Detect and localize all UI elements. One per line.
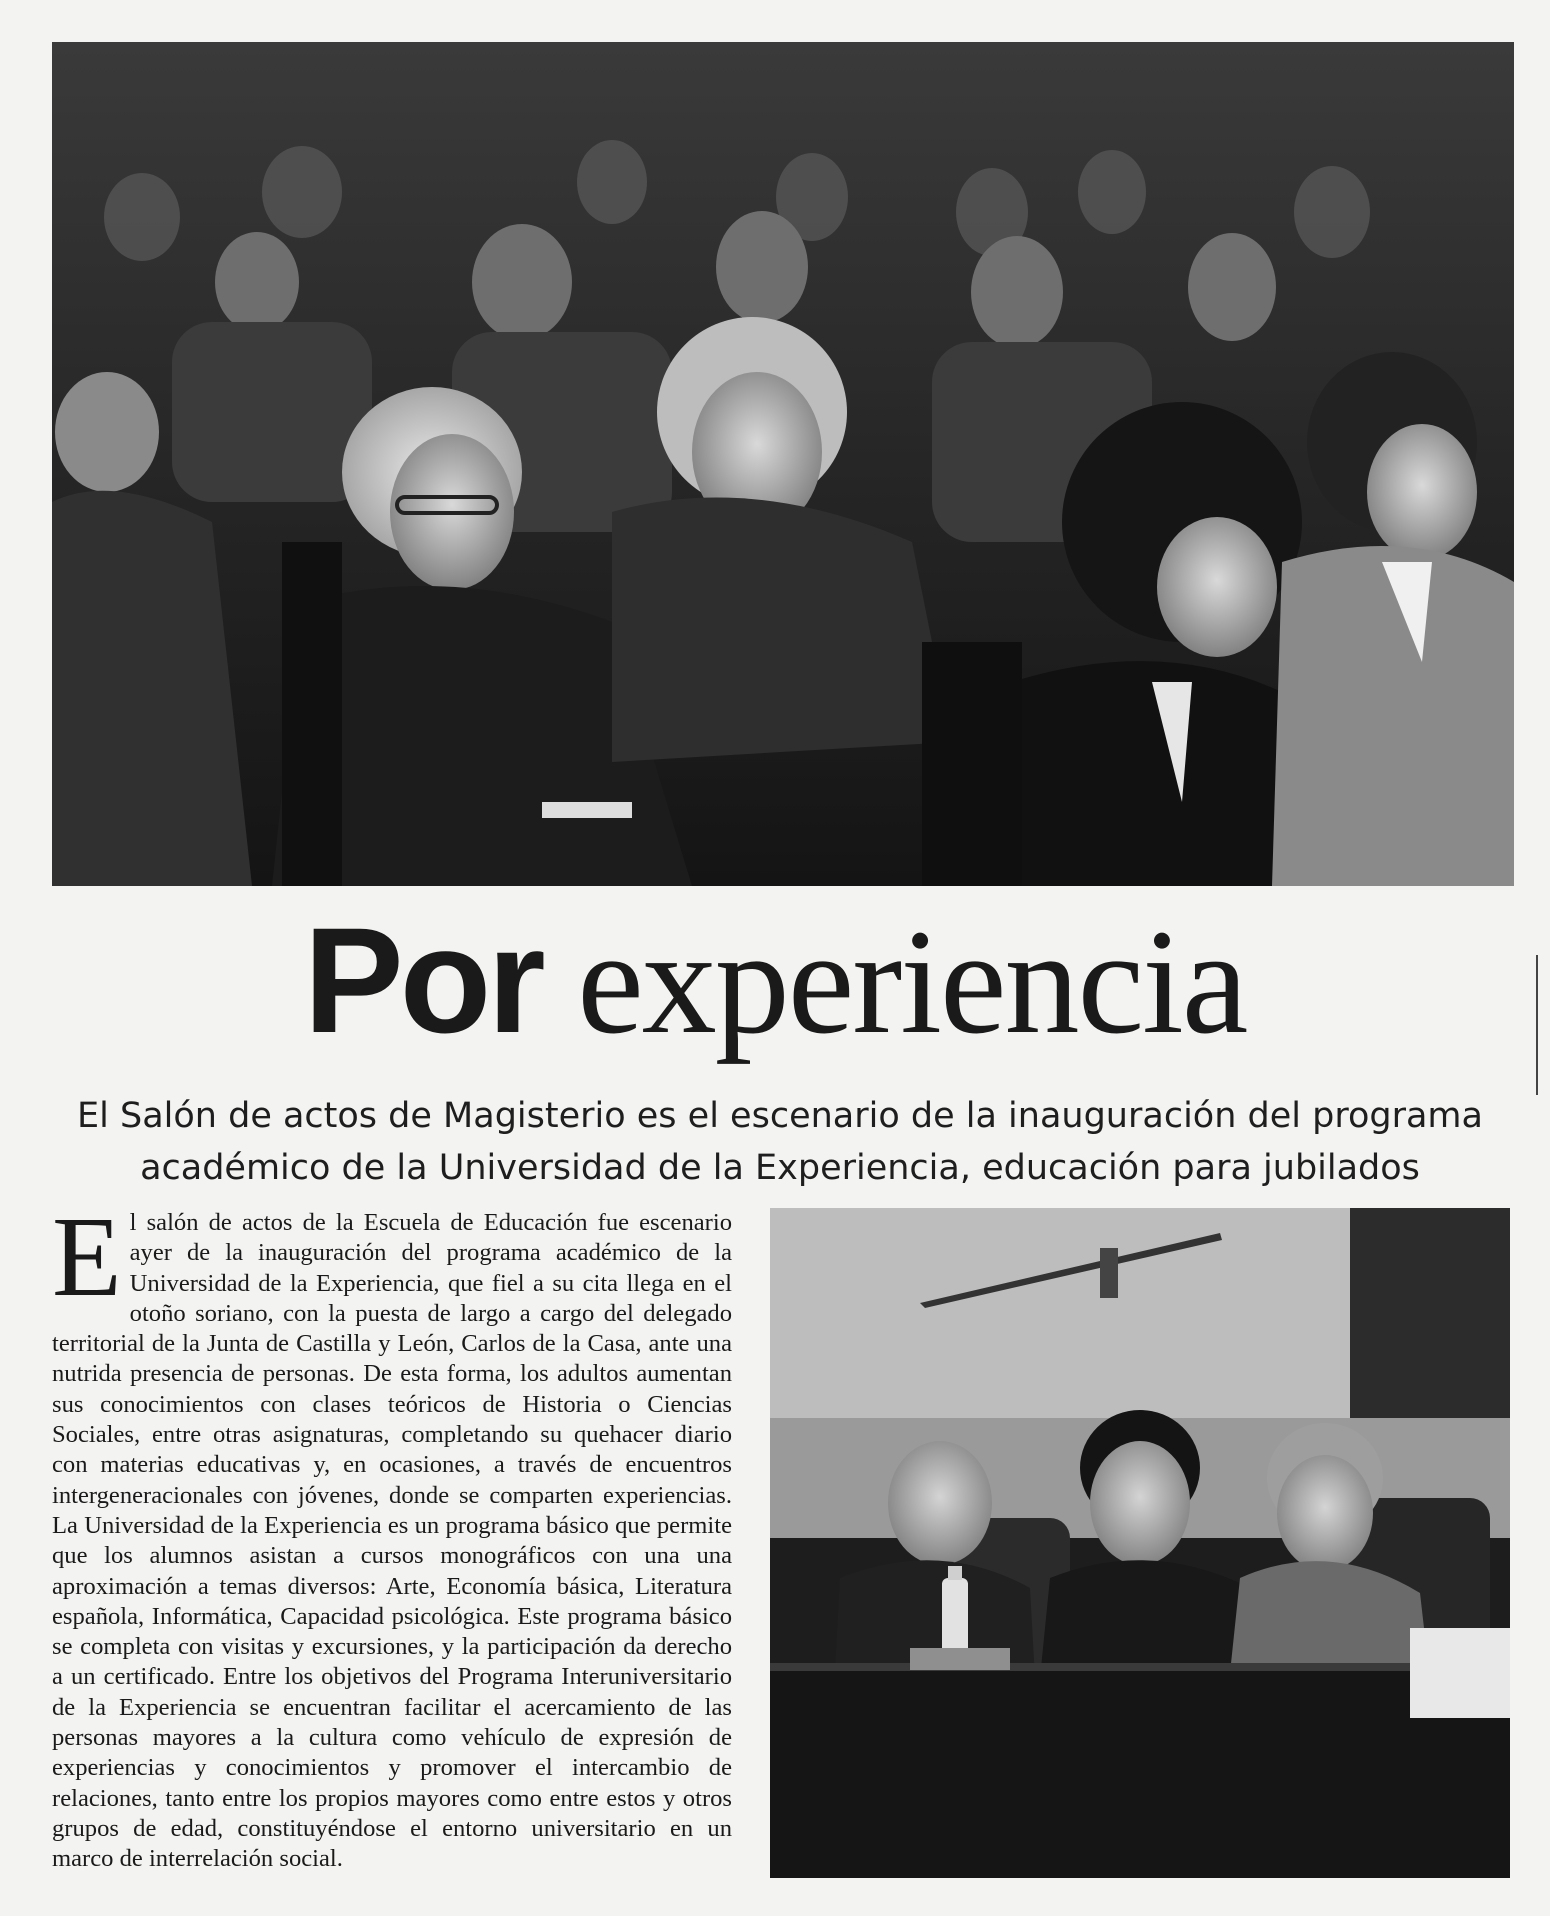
headline-light-word: experiencia [577,899,1247,1065]
panel-photo [770,1208,1510,1878]
drop-cap: E [52,1193,122,1320]
article-body-text: l salón de actos de la Escuela de Educación fue escenario ayer de la inauguración del programa académico de la Universidad de la Experiencia, que fiel a su cita llega en el otoño soriano, con la puesta de largo a cargo del delegado territorial de la Junta de Castilla y León, Carlos de la Casa, ante una nutrida presencia de personas. De esta forma, los adultos aumentan sus conocimientos con clases teóricos de Historia o Ciencias Sociales, entre otras asignaturas, completando su quehacer diario con materias educativas y, en ocasiones, a través de encuentros intergeneracionales con jóvenes, donde se comparten experiencias. La Universidad de la Experiencia es un programa básico que permite que los alumnos asistan a cursos monográficos con una una aproximación a temas diversos: Arte, Economía básica, Literatura española, Informática, Capacidad psicológica. Este programa básico se completa con visitas y excursiones, y la participación da derecho a un certificado. Entre los objetivos del Programa Interuniversitario de la Experiencia se encuentran facilitar el acercamiento de las personas mayores a la cultura como vehículo de expresión de experiencias y conocimientos y promover el intercambio de relaciones, tanto entre los propios mayores como entre estos y otros grupos de edad, constituyéndose el entorno universitario en un marco de interrelación social. [52,1209,732,1873]
headline [0,896,1550,1065]
subheadline: El Salón de actos de Magisterio es el escenario de la inauguración del programa académico de la Universidad de la Experiencia, educación para jubilados [77,1096,1483,1188]
article-body [52,1193,732,1875]
column-rule [1536,955,1538,1095]
panel-photo-graphic [770,1208,1510,1878]
audience-photo [52,42,1514,886]
audience-photo-graphic [52,42,1514,886]
headline-bold-word: Por [303,896,542,1064]
